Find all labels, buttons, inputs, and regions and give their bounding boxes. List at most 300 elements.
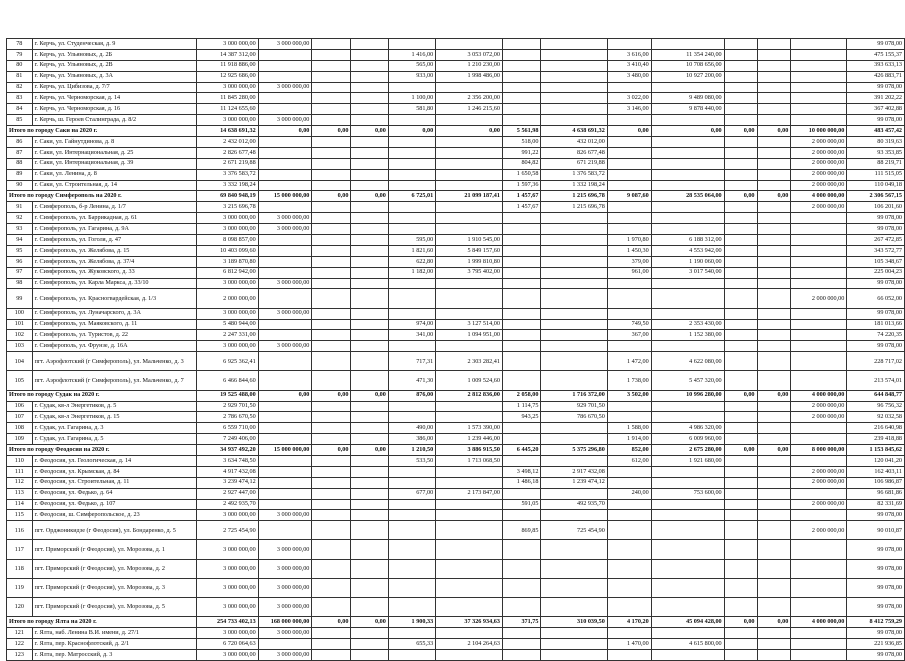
value-cell xyxy=(502,598,541,617)
value-cell xyxy=(651,278,724,289)
value-cell xyxy=(541,423,607,434)
table-row xyxy=(7,510,905,521)
row-number: 88 xyxy=(7,158,33,169)
value-cell: 677,00 xyxy=(388,488,435,499)
value-cell xyxy=(651,466,724,477)
value-cell: 1 210,50 xyxy=(388,445,435,456)
value-cell xyxy=(724,639,757,650)
value-cell xyxy=(757,521,791,540)
total-label: Итого по городу Симферополь на 2020 г. xyxy=(7,191,197,202)
value-cell: 0,00 xyxy=(312,191,351,202)
value-cell: 804,82 xyxy=(502,158,541,169)
value-cell xyxy=(258,49,312,60)
value-cell: 2 786 670,50 xyxy=(196,412,258,423)
row-number: 99 xyxy=(7,289,33,308)
value-cell xyxy=(757,93,791,104)
value-cell: 3 480,00 xyxy=(607,71,651,82)
value-cell: 717,31 xyxy=(388,352,435,371)
value-cell xyxy=(312,371,351,390)
value-cell xyxy=(651,412,724,423)
table-row xyxy=(7,371,905,390)
value-cell: 1 470,00 xyxy=(607,639,651,650)
table-row xyxy=(7,289,905,308)
address-cell: пгт. Аэрофлотский (г Симферополь), ул. Мальченко, д. 7 xyxy=(32,371,196,390)
value-cell xyxy=(541,93,607,104)
row-number: 111 xyxy=(7,466,33,477)
address-cell: г. Судак, ул. Гагарина, д. 5 xyxy=(32,434,196,445)
table-row xyxy=(7,521,905,540)
value-cell: 0,00 xyxy=(724,617,757,628)
value-cell xyxy=(651,628,724,639)
value-cell xyxy=(258,455,312,466)
value-cell: 3 215 696,78 xyxy=(196,202,258,213)
value-cell: 12 925 686,00 xyxy=(196,71,258,82)
value-cell: 0,00 xyxy=(757,445,791,456)
value-cell: 1 597,36 xyxy=(502,180,541,191)
value-cell xyxy=(757,49,791,60)
value-cell xyxy=(258,330,312,341)
value-cell: 943,25 xyxy=(502,412,541,423)
value-cell xyxy=(502,267,541,278)
value-cell: 221 936,85 xyxy=(847,639,905,650)
value-cell xyxy=(436,308,503,319)
value-cell xyxy=(351,60,388,71)
value-cell: 216 640,98 xyxy=(847,423,905,434)
value-cell xyxy=(502,434,541,445)
value-cell: 1 094 951,00 xyxy=(436,330,503,341)
row-number: 81 xyxy=(7,71,33,82)
address-cell: г. Саки, ул. Интернациональная, д. 25 xyxy=(32,147,196,158)
value-cell: 1 239 474,12 xyxy=(541,477,607,488)
value-cell xyxy=(791,60,847,71)
value-cell: 4 170,20 xyxy=(607,617,651,628)
value-cell xyxy=(388,147,435,158)
value-cell xyxy=(312,256,351,267)
value-cell xyxy=(541,256,607,267)
value-cell: 3 000 000,00 xyxy=(196,82,258,93)
value-cell xyxy=(541,434,607,445)
address-cell: г. Судак, кв-л Энергетиков, д. 5 xyxy=(32,401,196,412)
value-cell xyxy=(312,49,351,60)
value-cell xyxy=(351,82,388,93)
value-cell xyxy=(724,510,757,521)
value-cell xyxy=(312,115,351,126)
value-cell xyxy=(502,371,541,390)
value-cell xyxy=(258,499,312,510)
value-cell: 2 000 000,00 xyxy=(791,202,847,213)
table-row xyxy=(7,598,905,617)
value-cell: 2 356 200,00 xyxy=(436,93,503,104)
value-cell: 6 559 710,00 xyxy=(196,423,258,434)
address-cell: г. Симферополь, ул. Карла Маркса, д. 33/10 xyxy=(32,278,196,289)
row-number: 115 xyxy=(7,510,33,521)
value-cell xyxy=(312,71,351,82)
value-cell xyxy=(541,104,607,115)
value-cell: 1 821,60 xyxy=(388,245,435,256)
value-cell xyxy=(312,540,351,559)
value-cell xyxy=(388,598,435,617)
value-cell: 1 416,00 xyxy=(388,49,435,60)
address-cell: г. Симферополь, ул. Жуковского, д. 33 xyxy=(32,267,196,278)
value-cell xyxy=(351,256,388,267)
value-cell: 991,22 xyxy=(502,147,541,158)
value-cell: 371,75 xyxy=(502,617,541,628)
value-cell xyxy=(312,649,351,660)
value-cell xyxy=(502,245,541,256)
value-cell: 367,00 xyxy=(607,330,651,341)
value-cell: 3 000 000,00 xyxy=(258,224,312,235)
value-cell xyxy=(541,455,607,466)
value-cell: 1 713 068,50 xyxy=(436,455,503,466)
value-cell: 1 900,33 xyxy=(388,617,435,628)
value-cell xyxy=(651,540,724,559)
value-cell xyxy=(791,330,847,341)
value-cell xyxy=(436,521,503,540)
value-cell: 1 910 545,00 xyxy=(436,235,503,246)
value-cell: 644 848,77 xyxy=(847,390,905,401)
value-cell xyxy=(757,371,791,390)
value-cell xyxy=(724,137,757,148)
value-cell xyxy=(312,213,351,224)
value-cell: 3 000 000,00 xyxy=(258,341,312,352)
value-cell xyxy=(541,330,607,341)
table-row xyxy=(7,319,905,330)
value-cell xyxy=(258,256,312,267)
total-row xyxy=(7,617,905,628)
value-cell xyxy=(388,169,435,180)
value-cell xyxy=(351,235,388,246)
value-cell xyxy=(757,158,791,169)
total-row xyxy=(7,126,905,137)
value-cell xyxy=(258,319,312,330)
value-cell xyxy=(607,147,651,158)
value-cell xyxy=(757,488,791,499)
value-cell: 19 525 488,00 xyxy=(196,390,258,401)
value-cell: 110 049,18 xyxy=(847,180,905,191)
value-cell xyxy=(607,466,651,477)
row-number: 112 xyxy=(7,477,33,488)
value-cell xyxy=(351,352,388,371)
value-cell xyxy=(312,158,351,169)
value-cell xyxy=(436,158,503,169)
value-cell xyxy=(651,224,724,235)
value-cell xyxy=(757,289,791,308)
value-cell: 343 572,77 xyxy=(847,245,905,256)
value-cell xyxy=(724,319,757,330)
value-cell xyxy=(724,115,757,126)
value-cell xyxy=(502,256,541,267)
address-cell: г. Феодосия, ул. Федько, д. 107 xyxy=(32,499,196,510)
value-cell: 14 638 691,32 xyxy=(196,126,258,137)
value-cell xyxy=(541,60,607,71)
value-cell: 5 561,98 xyxy=(502,126,541,137)
value-cell xyxy=(724,289,757,308)
table-row xyxy=(7,245,905,256)
value-cell xyxy=(351,412,388,423)
value-cell xyxy=(541,308,607,319)
value-cell: 929 701,50 xyxy=(541,401,607,412)
value-cell xyxy=(757,115,791,126)
value-cell xyxy=(502,559,541,578)
value-cell: 7 249 406,00 xyxy=(196,434,258,445)
value-cell xyxy=(757,60,791,71)
value-cell: 2 000 000,00 xyxy=(791,169,847,180)
value-cell xyxy=(502,540,541,559)
row-number: 103 xyxy=(7,341,33,352)
value-cell xyxy=(351,93,388,104)
value-cell xyxy=(388,401,435,412)
value-cell: 1 450,30 xyxy=(607,245,651,256)
value-cell xyxy=(757,278,791,289)
value-cell: 1 239 446,00 xyxy=(436,434,503,445)
value-cell: 0,00 xyxy=(351,126,388,137)
table-row xyxy=(7,49,905,60)
value-cell xyxy=(651,649,724,660)
value-cell xyxy=(258,147,312,158)
value-cell: 99 078,00 xyxy=(847,559,905,578)
value-cell xyxy=(351,628,388,639)
row-number: 104 xyxy=(7,352,33,371)
value-cell: 974,00 xyxy=(388,319,435,330)
value-cell xyxy=(757,598,791,617)
value-cell xyxy=(757,267,791,278)
value-cell xyxy=(258,180,312,191)
table-body xyxy=(7,39,905,661)
value-cell: 5 849 157,60 xyxy=(436,245,503,256)
value-cell: 2 000 000,00 xyxy=(791,401,847,412)
value-cell: 3 000 000,00 xyxy=(258,115,312,126)
value-cell xyxy=(651,147,724,158)
value-cell xyxy=(351,213,388,224)
value-cell: 9 489 080,00 xyxy=(651,93,724,104)
value-cell xyxy=(757,104,791,115)
value-cell: 725 454,90 xyxy=(541,521,607,540)
value-cell xyxy=(791,256,847,267)
value-cell: 2 000 000,00 xyxy=(791,477,847,488)
value-cell: 386,00 xyxy=(388,434,435,445)
value-cell xyxy=(436,628,503,639)
value-cell: 1 457,67 xyxy=(502,191,541,202)
value-cell xyxy=(312,224,351,235)
table-row xyxy=(7,213,905,224)
address-cell: пгт. Приморский (г Феодосия), ул. Морозова, д. 2 xyxy=(32,559,196,578)
value-cell xyxy=(436,278,503,289)
address-cell: пгт. Орджоникидзе (г Феодосия), ул. Бондаренко, д. 5 xyxy=(32,521,196,540)
address-cell: г. Феодосия, ш. Симферопольское, д. 23 xyxy=(32,510,196,521)
value-cell: 99 078,00 xyxy=(847,115,905,126)
value-cell: 826 677,48 xyxy=(541,147,607,158)
value-cell xyxy=(351,267,388,278)
value-cell xyxy=(607,412,651,423)
value-cell xyxy=(651,598,724,617)
value-cell: 1 914,00 xyxy=(607,434,651,445)
value-cell: 0,00 xyxy=(607,126,651,137)
row-number: 117 xyxy=(7,540,33,559)
value-cell: 492 935,70 xyxy=(541,499,607,510)
value-cell: 3 000 000,00 xyxy=(196,540,258,559)
value-cell xyxy=(607,39,651,50)
value-cell: 0,00 xyxy=(724,390,757,401)
value-cell xyxy=(502,352,541,371)
value-cell xyxy=(258,235,312,246)
value-cell xyxy=(258,477,312,488)
value-cell xyxy=(651,499,724,510)
value-cell xyxy=(351,180,388,191)
value-cell: 310 039,50 xyxy=(541,617,607,628)
value-cell xyxy=(258,267,312,278)
value-cell: 10 403 099,60 xyxy=(196,245,258,256)
value-cell: 1 152 380,00 xyxy=(651,330,724,341)
table-row xyxy=(7,578,905,597)
value-cell xyxy=(541,510,607,521)
value-cell xyxy=(607,559,651,578)
value-cell: 471,30 xyxy=(388,371,435,390)
value-cell xyxy=(436,224,503,235)
value-cell xyxy=(436,510,503,521)
value-cell xyxy=(651,180,724,191)
value-cell: 2 000 000,00 xyxy=(791,180,847,191)
value-cell: 8 000 000,00 xyxy=(791,445,847,456)
value-cell: 1 650,58 xyxy=(502,169,541,180)
table-row xyxy=(7,158,905,169)
value-cell xyxy=(651,477,724,488)
value-cell: 3 127 514,00 xyxy=(436,319,503,330)
value-cell: 34 937 492,20 xyxy=(196,445,258,456)
value-cell: 0,00 xyxy=(258,390,312,401)
value-cell: 2 058,00 xyxy=(502,390,541,401)
value-cell xyxy=(724,93,757,104)
value-cell: 99 078,00 xyxy=(847,224,905,235)
address-cell: г. Симферополь, ул. Желябова, д. 37/4 xyxy=(32,256,196,267)
value-cell xyxy=(757,401,791,412)
row-number: 122 xyxy=(7,639,33,650)
value-cell: 6 725,01 xyxy=(388,191,435,202)
value-cell xyxy=(651,341,724,352)
value-cell: 92 032,58 xyxy=(847,412,905,423)
address-cell: пгт. Приморский (г Феодосия), ул. Морозова, д. 1 xyxy=(32,540,196,559)
value-cell xyxy=(312,93,351,104)
value-cell xyxy=(436,137,503,148)
value-cell: 3 000 000,00 xyxy=(196,510,258,521)
value-cell: 475 155,37 xyxy=(847,49,905,60)
value-cell xyxy=(607,137,651,148)
table-row xyxy=(7,488,905,499)
value-cell: 240,00 xyxy=(607,488,651,499)
address-cell: г. Симферополь, ул. Туристов, д. 22 xyxy=(32,330,196,341)
value-cell xyxy=(791,104,847,115)
value-cell xyxy=(541,352,607,371)
table-row xyxy=(7,60,905,71)
value-cell: 228 717,02 xyxy=(847,352,905,371)
value-cell xyxy=(312,267,351,278)
value-cell: 1 970,80 xyxy=(607,235,651,246)
value-cell: 96 681,86 xyxy=(847,488,905,499)
value-cell xyxy=(312,352,351,371)
row-number: 123 xyxy=(7,649,33,660)
value-cell: 90 010,87 xyxy=(847,521,905,540)
value-cell xyxy=(757,71,791,82)
value-cell: 99 078,00 xyxy=(847,213,905,224)
value-cell xyxy=(351,71,388,82)
value-cell xyxy=(607,180,651,191)
value-cell xyxy=(791,540,847,559)
address-cell: г. Керчь, ул. Ульяновых, д. 2В xyxy=(32,60,196,71)
value-cell xyxy=(607,521,651,540)
value-cell: 5 457 320,00 xyxy=(651,371,724,390)
value-cell xyxy=(724,466,757,477)
value-cell xyxy=(258,104,312,115)
value-cell: 1 472,00 xyxy=(607,352,651,371)
value-cell xyxy=(436,39,503,50)
value-cell xyxy=(651,39,724,50)
value-cell xyxy=(502,93,541,104)
value-cell xyxy=(541,371,607,390)
value-cell xyxy=(502,289,541,308)
value-cell xyxy=(757,477,791,488)
value-cell xyxy=(312,559,351,578)
value-cell xyxy=(351,578,388,597)
value-cell: 3 332 198,24 xyxy=(196,180,258,191)
value-cell xyxy=(502,510,541,521)
value-cell: 1 738,00 xyxy=(607,371,651,390)
value-cell xyxy=(757,510,791,521)
value-cell: 933,00 xyxy=(388,71,435,82)
value-cell: 3 022,00 xyxy=(607,93,651,104)
value-cell xyxy=(258,60,312,71)
value-cell xyxy=(502,341,541,352)
value-cell xyxy=(607,224,651,235)
value-cell xyxy=(724,104,757,115)
table-row xyxy=(7,639,905,650)
value-cell xyxy=(351,137,388,148)
value-cell xyxy=(651,521,724,540)
value-cell: 99 078,00 xyxy=(847,278,905,289)
value-cell xyxy=(791,115,847,126)
value-cell xyxy=(502,39,541,50)
value-cell xyxy=(351,488,388,499)
value-cell: 99 078,00 xyxy=(847,341,905,352)
value-cell xyxy=(312,488,351,499)
value-cell: 3 000 000,00 xyxy=(258,278,312,289)
value-cell: 4 000 000,00 xyxy=(791,191,847,202)
value-cell xyxy=(436,477,503,488)
row-number: 78 xyxy=(7,39,33,50)
value-cell: 6 925 362,41 xyxy=(196,352,258,371)
value-cell: 106 986,87 xyxy=(847,477,905,488)
value-cell xyxy=(607,499,651,510)
value-cell xyxy=(724,434,757,445)
table-row xyxy=(7,499,905,510)
value-cell: 3 000 000,00 xyxy=(258,649,312,660)
value-cell xyxy=(651,559,724,578)
value-cell xyxy=(541,649,607,660)
value-cell: 213 574,01 xyxy=(847,371,905,390)
address-cell: г. Симферополь, ул. Гагарина, д. 9А xyxy=(32,224,196,235)
value-cell: 88 219,71 xyxy=(847,158,905,169)
value-cell xyxy=(312,423,351,434)
value-cell: 10 996 280,00 xyxy=(651,390,724,401)
value-cell xyxy=(541,245,607,256)
value-cell xyxy=(757,245,791,256)
value-cell: 2 000 000,00 xyxy=(791,412,847,423)
value-cell: 3 000 000,00 xyxy=(258,39,312,50)
value-cell xyxy=(388,158,435,169)
value-cell: 595,00 xyxy=(388,235,435,246)
value-cell: 1 009 524,60 xyxy=(436,371,503,390)
value-cell xyxy=(502,71,541,82)
value-cell: 254 733 402,13 xyxy=(196,617,258,628)
value-cell xyxy=(791,488,847,499)
